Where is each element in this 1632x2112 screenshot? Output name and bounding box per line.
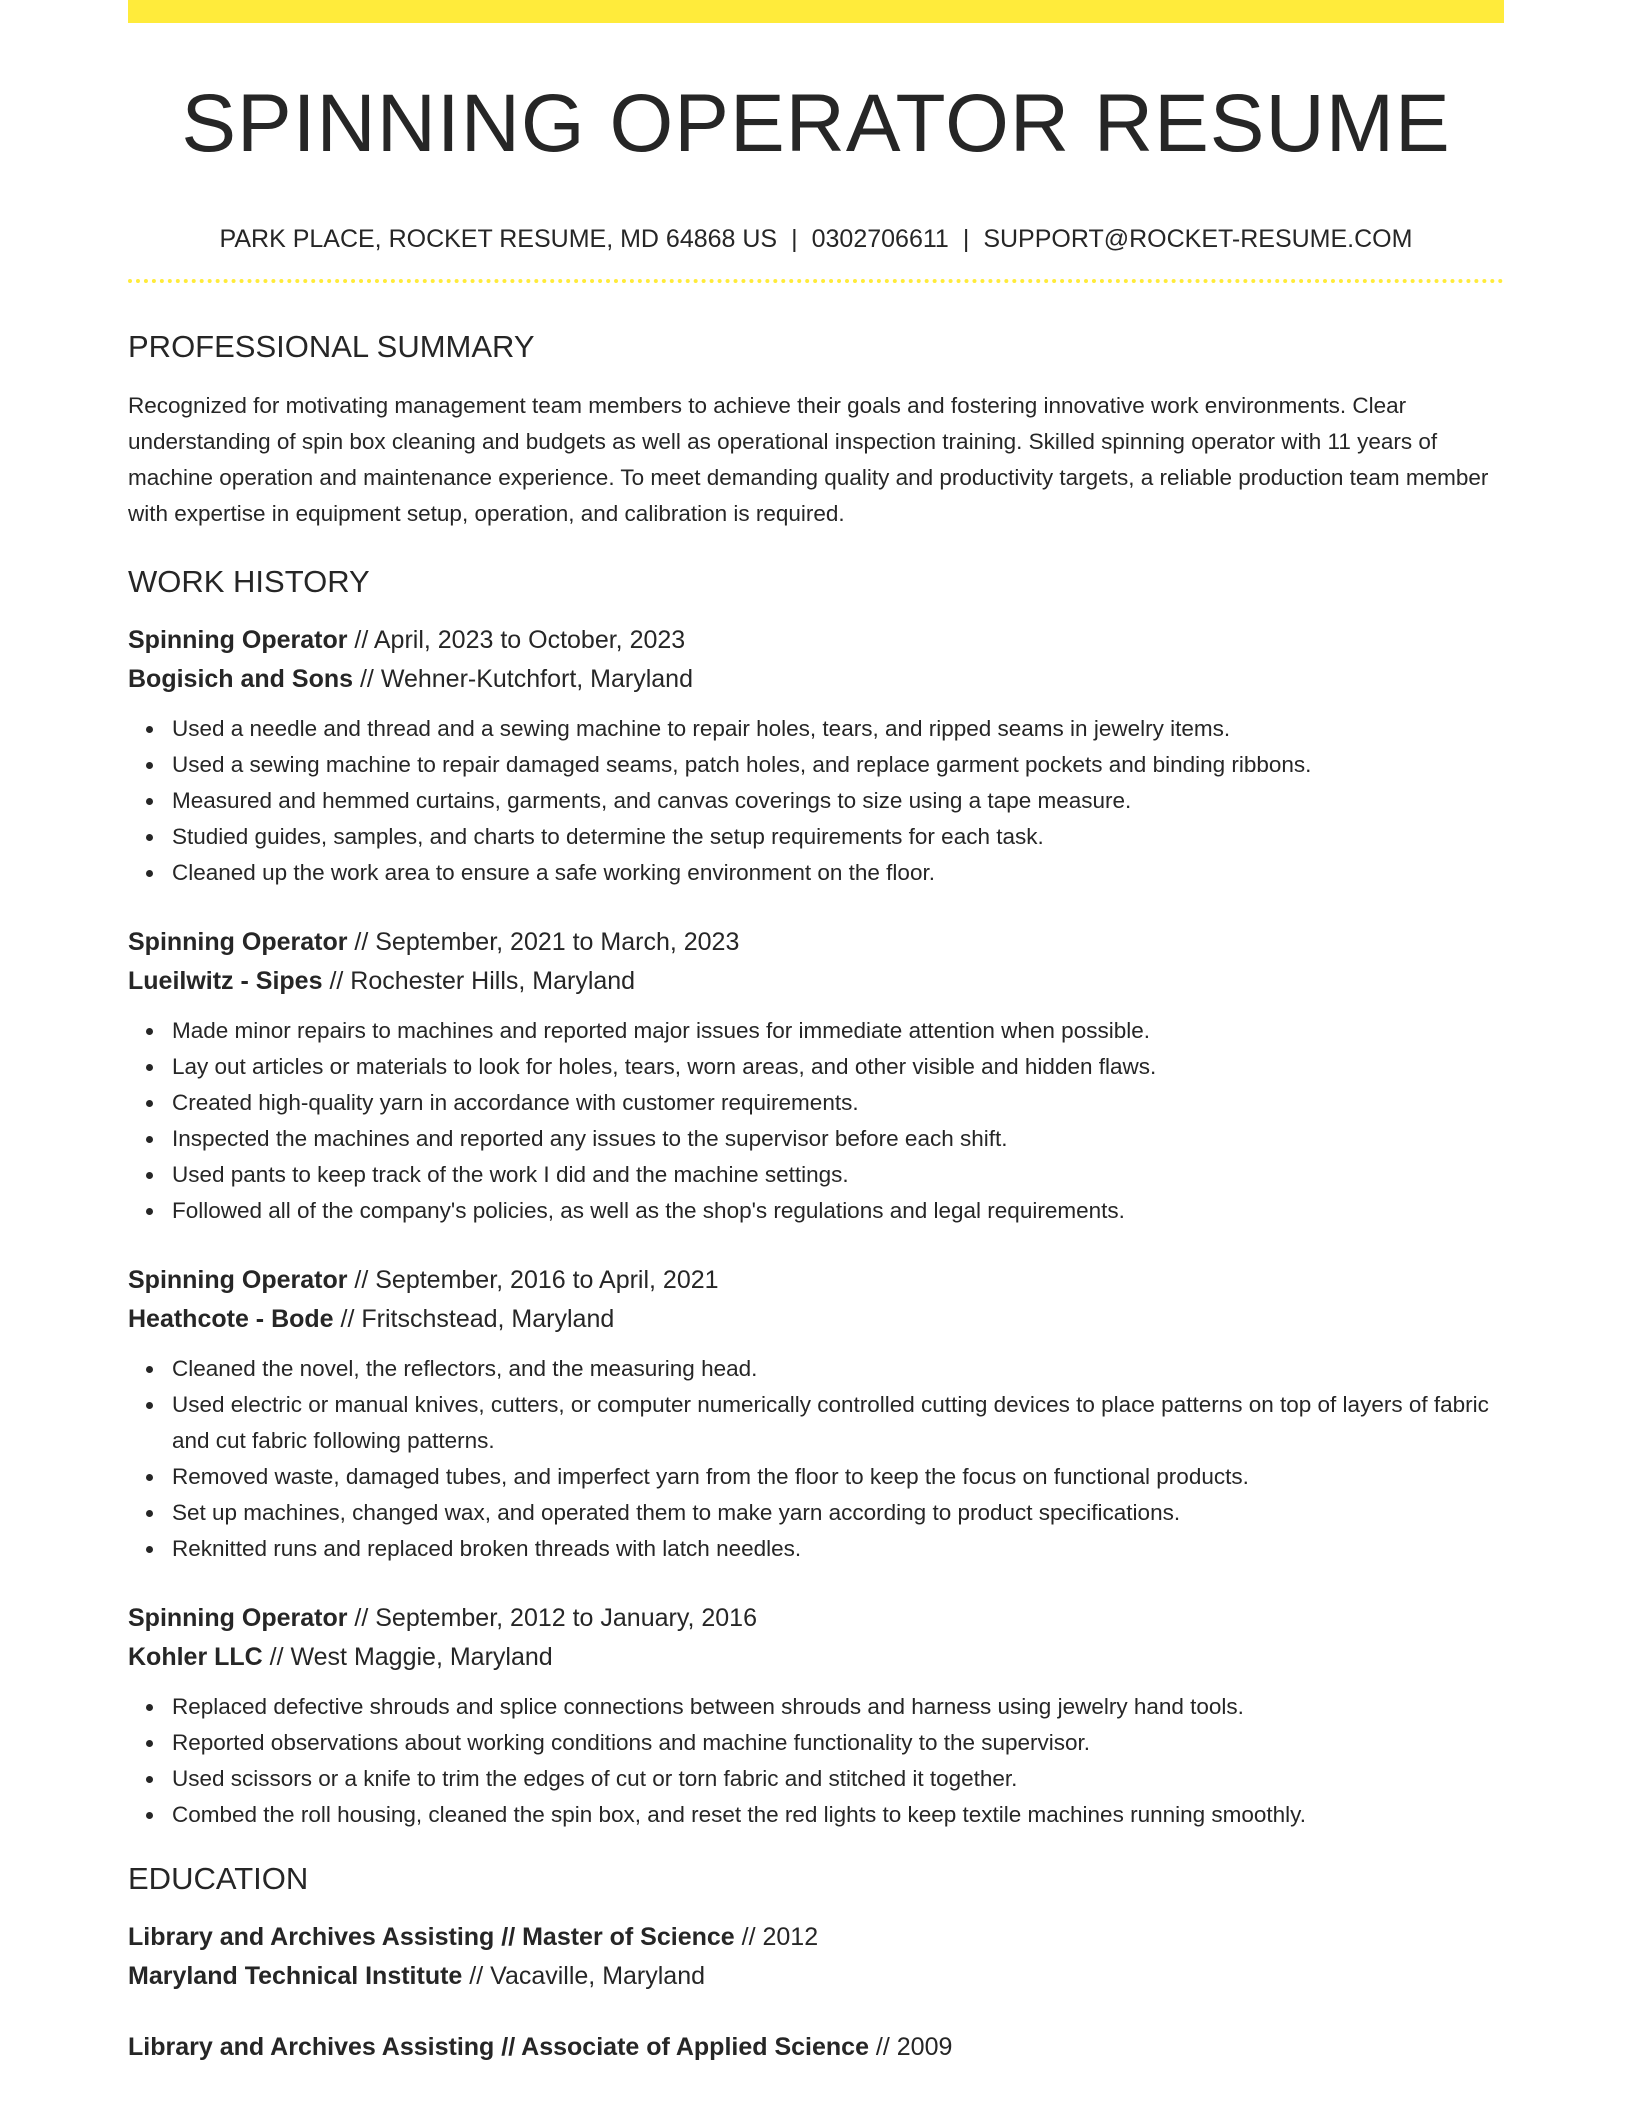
job-title-line — [128, 923, 1504, 962]
job-bullet: Reported observations about working conditions and machine functionality to the supervisor. — [172, 1725, 1504, 1761]
job-bullets — [128, 1689, 1504, 1833]
education-degree-line — [128, 2028, 1504, 2067]
job-title-line — [128, 621, 1504, 660]
job-company: Kohler LLC — [128, 1643, 263, 1671]
job-entry — [128, 923, 1504, 1229]
education-degree: Library and Archives Assisting // Associate of Applied Science — [128, 2033, 869, 2061]
job-company-line — [128, 962, 1504, 1001]
job-company: Lueilwitz - Sipes — [128, 967, 323, 995]
job-bullet: Removed waste, damaged tubes, and imperfect yarn from the floor to keep the focus on functional products. — [172, 1459, 1504, 1495]
job-bullet: Set up machines, changed wax, and operated them to make yarn according to product specifications. — [172, 1495, 1504, 1531]
job-title: Spinning Operator — [128, 626, 348, 654]
job-bullet: Used scissors or a knife to trim the edges of cut or torn fabric and stitched it together. — [172, 1761, 1504, 1797]
job-bullet: Followed all of the company's policies, as well as the shop's regulations and legal requirements. — [172, 1193, 1504, 1229]
job-bullet: Combed the roll housing, cleaned the spin box, and reset the red lights to keep textile machines running smoothly. — [172, 1797, 1504, 1833]
education-year: // 2012 — [741, 1923, 819, 1951]
job-bullet: Made minor repairs to machines and reported major issues for immediate attention when possible. — [172, 1013, 1504, 1049]
job-entry — [128, 1599, 1504, 1833]
job-bullet: Cleaned the novel, the reflectors, and the measuring head. — [172, 1351, 1504, 1387]
job-company-line — [128, 660, 1504, 699]
job-entry — [128, 1261, 1504, 1567]
contact-phone: 0302706611 — [811, 225, 949, 253]
contact-separator: | — [962, 225, 970, 253]
job-bullet: Created high-quality yarn in accordance with customer requirements. — [172, 1085, 1504, 1121]
job-company: Heathcote - Bode — [128, 1305, 334, 1333]
job-dates: // September, 2021 to March, 2023 — [354, 928, 740, 956]
contact-email[interactable]: SUPPORT@ROCKET-RESUME.COM — [983, 225, 1413, 253]
job-company-line — [128, 1638, 1504, 1677]
job-bullet: Used a needle and thread and a sewing machine to repair holes, tears, and ripped seams in jewelry items. — [172, 711, 1504, 747]
education-entry — [128, 2028, 1504, 2067]
education-entry — [128, 1918, 1504, 1996]
job-bullet: Lay out articles or materials to look for holes, tears, worn areas, and other visible and hidden flaws. — [172, 1049, 1504, 1085]
job-bullet: Measured and hemmed curtains, garments, and canvas coverings to size using a tape measure. — [172, 783, 1504, 819]
job-title: Spinning Operator — [128, 1604, 348, 1632]
job-bullets — [128, 711, 1504, 891]
job-title-line — [128, 1599, 1504, 1638]
job-bullet: Studied guides, samples, and charts to determine the setup requirements for each task. — [172, 819, 1504, 855]
job-location: // Rochester Hills, Maryland — [329, 967, 636, 995]
job-title-line — [128, 1261, 1504, 1300]
contact-separator: | — [791, 225, 798, 253]
job-bullets — [128, 1351, 1504, 1567]
job-bullet: Replaced defective shrouds and splice connections between shrouds and harness using jewelry hand tools. — [172, 1689, 1504, 1725]
dotted-divider — [128, 279, 1504, 283]
education-school-line — [128, 1957, 1504, 1996]
top-accent-bar — [128, 0, 1504, 23]
job-company: Bogisich and Sons — [128, 665, 354, 693]
contact-line — [128, 227, 1504, 252]
job-entry — [128, 621, 1504, 891]
education-degree: Library and Archives Assisting // Master of Science — [128, 1923, 735, 1951]
job-dates: // April, 2023 to October, 2023 — [354, 626, 686, 654]
education-heading: EDUCATION — [128, 1861, 309, 1896]
job-dates: // September, 2012 to January, 2016 — [354, 1604, 757, 1632]
job-bullets — [128, 1013, 1504, 1229]
summary-heading: PROFESSIONAL SUMMARY — [128, 329, 535, 364]
resume-title: SPINNING OPERATOR RESUME — [181, 78, 1451, 169]
job-location: // Wehner-Kutchfort, Maryland — [359, 665, 693, 693]
job-bullet: Used electric or manual knives, cutters, or computer numerically controlled cutting devices to place patterns on top of layers of fabric and cut fabric following patterns. — [172, 1387, 1504, 1459]
job-company-line — [128, 1300, 1504, 1339]
education-year: // 2009 — [875, 2033, 953, 2061]
job-title: Spinning Operator — [128, 928, 348, 956]
job-bullet: Used pants to keep track of the work I did and the machine settings. — [172, 1157, 1504, 1193]
job-bullet: Used a sewing machine to repair damaged seams, patch holes, and replace garment pockets and binding ribbons. — [172, 747, 1504, 783]
job-location: // Fritschstead, Maryland — [340, 1305, 615, 1333]
job-bullet: Cleaned up the work area to ensure a safe working environment on the floor. — [172, 855, 1504, 891]
contact-address: PARK PLACE, ROCKET RESUME, MD 64868 US — [219, 225, 778, 253]
job-location: // West Maggie, Maryland — [269, 1643, 553, 1671]
job-title: Spinning Operator — [128, 1266, 348, 1294]
resume-page — [128, 0, 1504, 2067]
education-school: Maryland Technical Institute — [128, 1962, 463, 1990]
education-location: // Vacaville, Maryland — [469, 1962, 706, 1990]
job-bullet: Inspected the machines and reported any issues to the supervisor before each shift. — [172, 1121, 1504, 1157]
job-dates: // September, 2016 to April, 2021 — [354, 1266, 719, 1294]
summary-text: Recognized for motivating management team members to achieve their goals and fostering innovative work environments. Clear understanding of spin box cleaning and budgets as well as operational inspection training. Skilled spinning operator with 11 years of machine operation and maintenance experience. To meet demanding quality and productivity targets, a reliable production team member with expertise in equipment setup, operation, and calibration is required. — [128, 393, 1489, 526]
education-degree-line — [128, 1918, 1504, 1957]
work-history-heading: WORK HISTORY — [128, 564, 370, 599]
job-bullet: Reknitted runs and replaced broken threads with latch needles. — [172, 1531, 1504, 1567]
